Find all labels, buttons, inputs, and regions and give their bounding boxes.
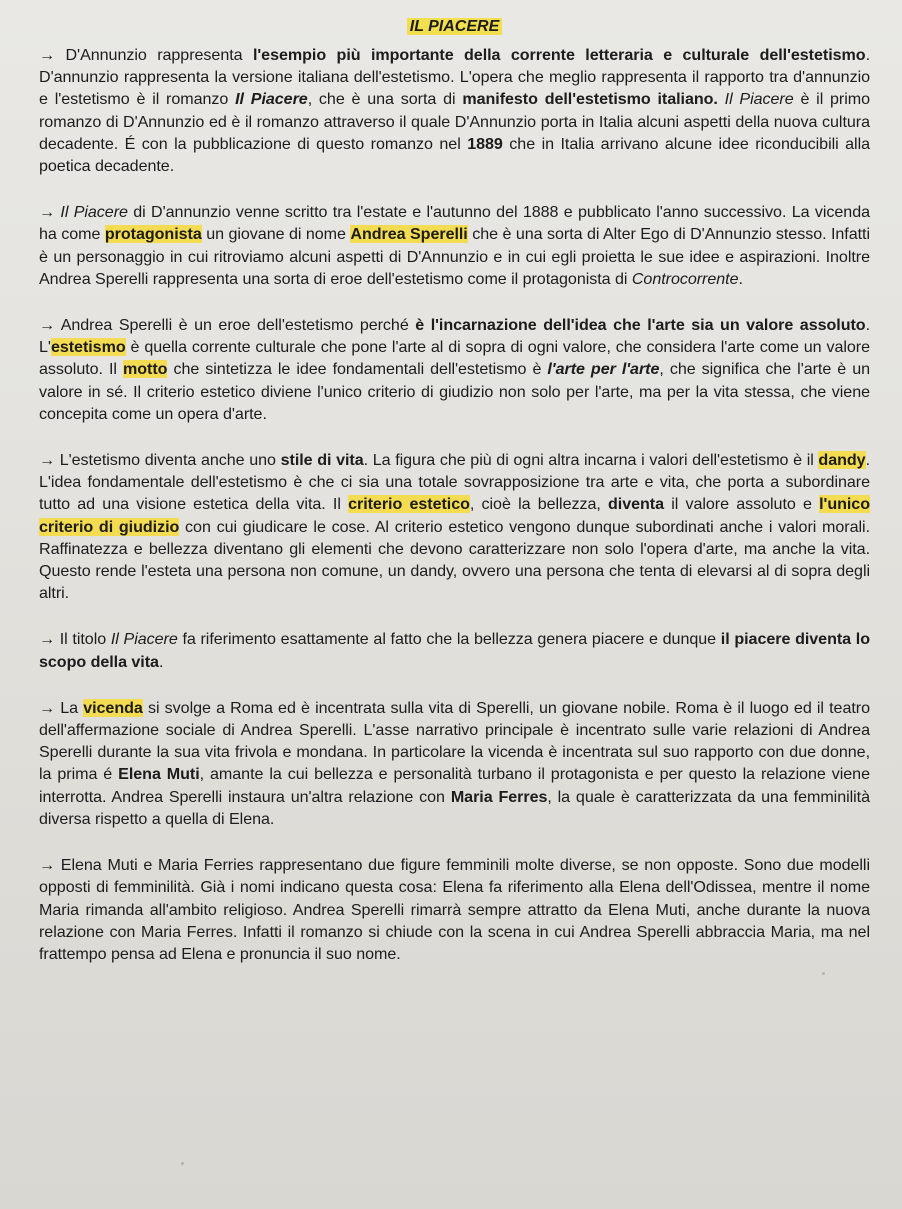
paragraph-text: fa riferimento esattamente al fatto che la bellezza genera piacere e dunque bbox=[177, 630, 721, 649]
page-title-text: IL PIACERE bbox=[407, 18, 503, 35]
paragraph-text: che in Italia arrivano alcune idee riconducibili alla poetica decadente. bbox=[39, 134, 870, 176]
highlighted-text: l'unico criterio di giudizio bbox=[39, 495, 870, 536]
paragraph-text bbox=[718, 90, 725, 108]
arrow-icon: → bbox=[39, 630, 56, 649]
highlighted-text: estetismo bbox=[50, 338, 126, 357]
paragraph-text: il valore assoluto e bbox=[664, 495, 820, 514]
highlighted-text: dandy bbox=[818, 451, 866, 470]
paragraph bbox=[39, 314, 870, 425]
bold-text: Elena Muti bbox=[118, 765, 200, 784]
page-title bbox=[39, 18, 870, 36]
highlighted-text: vicenda bbox=[83, 698, 143, 717]
document-body bbox=[39, 44, 870, 965]
bold-text: l'arte per l'arte bbox=[547, 360, 660, 379]
paragraph-text: , che significa che l'arte è un valore in sé. Il criterio estetico diviene l'unico criterio di giudizio non solo per l'arte, ma per la vita stessa, che viene concepita come un opera d'arte. bbox=[39, 360, 870, 423]
arrow-icon: → bbox=[39, 698, 56, 717]
highlighted-text: motto bbox=[122, 360, 168, 379]
paragraph bbox=[39, 854, 870, 965]
bold-text: stile di vita bbox=[280, 451, 364, 470]
paragraph-text: che sintetizza le idee fondamentali dell'estetismo è bbox=[167, 360, 548, 379]
paragraph-text: Il Piacere bbox=[724, 90, 794, 109]
paragraph-text: che è una sorta di Alter Ego di D'Annunzio stesso. Infatti è un personaggio in cui ritroviamo alcuni aspetti di D'Annunzio e in cui egli proietta le sue idee e aspirazioni. Inoltre Andrea Sperelli rappresenta una sorta di eroe dell'estetismo come il protagonista di bbox=[39, 225, 870, 288]
bold-text: il piacere diventa lo scopo della vita bbox=[39, 630, 870, 671]
bold-text: 1889 bbox=[467, 134, 503, 153]
arrow-icon: → bbox=[39, 316, 56, 335]
paragraph-text: . L'idea fondamentale dell'estetismo è che ci sia una totale sovrapposizione tra arte e vita, che porta a subordinare tutto ad una visione estetica della vita. Il bbox=[39, 451, 870, 514]
paragraph-text: Il titolo bbox=[55, 630, 111, 649]
paragraph-text: Elena Muti e Maria Ferries rappresentano due figure femminili molte diverse, se non opposte. Sono due modelli opposti di femminilità. Già i nomi indicano questa cosa: Elena fa riferimento alla Elena dell'Odissea, mentre il nome Maria rimanda all'ambito religioso. Andrea Sperelli rimarrà sempre attratto da Elena Muti, anche durante la nuova relazione con Maria Ferres. Infatti il romanzo si chiude con la scena in cui Andrea Sperelli abbraccia Maria, ma nel frattempo pensa ad Elena e pronuncia il suo nome. bbox=[39, 856, 870, 963]
paragraph bbox=[39, 44, 870, 177]
paragraph-text: . L' bbox=[39, 316, 870, 357]
paragraph-text: un giovane di nome bbox=[201, 225, 351, 244]
paragraph-text: Andrea Sperelli è un eroe dell'estetismo perché bbox=[55, 316, 416, 335]
arrow-icon: → bbox=[39, 203, 56, 222]
paragraph-text: si svolge a Roma ed è incentrata sulla vita di Sperelli, un giovane nobile. Roma è il luogo ed il teatro dell'affermazione sociale di Andrea Sperelli. L'asse narrativo principale è incentrato sulle varie relazioni di Andrea Sperelli durante la sua vita frivola e mondana. In particolare la vicenda è incentrata sul suo rapporto con due donne, la prima é bbox=[39, 698, 870, 784]
paragraph-text: , la quale è caratterizzata da una femminilità diversa rispetto a quella di Elena. bbox=[39, 787, 871, 828]
paragraph-text: D'Annunzio rappresenta bbox=[55, 46, 253, 64]
paragraph-text: . La figura che più di ogni altra incarna i valori dell'estetismo è il bbox=[363, 451, 819, 470]
paragraph bbox=[39, 697, 870, 830]
paragraph-text: , che è una sorta di bbox=[307, 90, 463, 109]
paragraph-text: . bbox=[738, 269, 743, 288]
paragraph-text: è il primo romanzo di D'Annunzio ed è il romanzo attraverso il quale D'Annunzio porta in Italia alcuni aspetti della nuova cultura decadente. É con la pubblicazione di questo romanzo nel bbox=[39, 90, 871, 153]
paragraph bbox=[39, 628, 870, 672]
paragraph-text: . D'annunzio rappresenta la versione italiana dell'estetismo. L'opera che meglio rappresenta il rapporto tra d'annunzio e l'estetismo è il romanzo bbox=[39, 46, 870, 109]
paragraph-text: Il Piacere bbox=[60, 203, 128, 222]
highlighted-text: Andrea Sperelli bbox=[350, 225, 468, 244]
arrow-icon: → bbox=[39, 46, 56, 64]
bold-text: l'esempio più importante della corrente letteraria e culturale dell'estetismo bbox=[252, 46, 866, 64]
arrow-icon: → bbox=[39, 856, 56, 875]
paragraph-text: Controcorrente bbox=[631, 269, 739, 288]
paragraph bbox=[39, 449, 870, 604]
bold-text: Il Piacere bbox=[235, 90, 308, 109]
paragraph-text: con cui giudicare le cose. Al criterio estetico vengono dunque subordinati anche i valori morali. Raffinatezza e bellezza diventano gli elementi che devono caratterizzare non solo l'opera d'arte, ma anche la vita. Questo rende l'esteta una persona non comune, un dandy, ovvero una persona che tenta di elevarsi al di sopra degli altri. bbox=[39, 517, 870, 603]
bold-text: manifesto dell'estetismo italiano. bbox=[462, 90, 718, 109]
paragraph-text: . bbox=[158, 652, 164, 671]
paragraph-text: La bbox=[55, 698, 84, 717]
paragraph-text: è quella corrente culturale che pone l'arte al di sopra di ogni valore, che considera l'arte come un valore assoluto. Il bbox=[39, 338, 870, 379]
paragraph-text: Il Piacere bbox=[110, 630, 178, 649]
highlighted-text: criterio estetico bbox=[348, 495, 470, 514]
paragraph-text: di D'annunzio venne scritto tra l'estate e l'autunno del 1888 e pubblicato l'anno successivo. La vicenda ha come bbox=[39, 203, 871, 244]
paragraph-text: , cioè la bellezza, bbox=[469, 495, 608, 514]
paragraph-text: , amante la cui bellezza e personalità turbano il protagonista e per questo la relazione viene interrotta. Andrea Sperelli instaura un'altra relazione con bbox=[39, 765, 870, 806]
highlighted-text: protagonista bbox=[104, 225, 202, 244]
paragraph bbox=[39, 201, 870, 290]
bold-text: Maria Ferres bbox=[450, 787, 548, 806]
paragraph-text: L'estetismo diventa anche uno bbox=[55, 451, 281, 470]
arrow-icon: → bbox=[39, 451, 56, 470]
bold-text: è l'incarnazione dell'idea che l'arte sia un valore assoluto bbox=[415, 316, 866, 335]
bold-text: diventa bbox=[608, 495, 664, 514]
